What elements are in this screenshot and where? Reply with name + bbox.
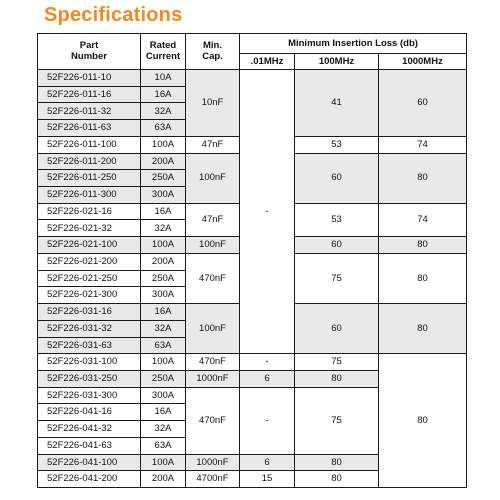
- part-number-cell: 52F226-011-63: [38, 120, 141, 137]
- loss-1000mhz-cell: 80: [379, 237, 467, 254]
- loss-100mhz-cell: 60: [295, 304, 379, 354]
- current-cell: 300A: [141, 387, 186, 404]
- part-number-cell: 52F226-031-100: [38, 354, 141, 371]
- cap-cell: 470nF: [186, 354, 240, 371]
- part-number-cell: 52F226-041-16: [38, 404, 141, 421]
- current-cell: 32A: [141, 320, 186, 337]
- page-title: Specifications: [44, 4, 183, 26]
- header-part-number: Part Number: [38, 34, 141, 70]
- loss-100mhz-cell: 60: [295, 237, 379, 254]
- loss-100mhz-cell: 75: [295, 354, 379, 371]
- current-cell: 100A: [141, 237, 186, 254]
- current-cell: 300A: [141, 187, 186, 204]
- cap-cell: 470nF: [186, 253, 240, 303]
- current-cell: 100A: [141, 454, 186, 471]
- header-rated-current: Rated Current: [141, 34, 186, 70]
- part-number-cell: 52F226-041-200: [38, 471, 141, 488]
- loss-1000mhz-cell: 60: [379, 70, 467, 137]
- part-number-cell: 52F226-021-16: [38, 203, 141, 220]
- part-number-cell: 52F226-041-100: [38, 454, 141, 471]
- current-cell: 200A: [141, 253, 186, 270]
- current-cell: 32A: [141, 421, 186, 438]
- part-number-cell: 52F226-021-100: [38, 237, 141, 254]
- cap-cell: 100nF: [186, 237, 240, 254]
- current-cell: 250A: [141, 170, 186, 187]
- current-cell: 16A: [141, 86, 186, 103]
- cap-cell: 47nF: [186, 203, 240, 236]
- part-number-cell: 52F226-011-300: [38, 187, 141, 204]
- loss-100mhz-cell: 75: [295, 387, 379, 454]
- loss-1000mhz-cell: 74: [379, 203, 467, 236]
- loss-001mhz-cell: -: [240, 354, 295, 371]
- specifications-table: [37, 33, 467, 488]
- current-cell: 250A: [141, 370, 186, 387]
- part-number-cell: 52F226-021-32: [38, 220, 141, 237]
- loss-100mhz-cell: 60: [295, 153, 379, 203]
- cap-cell: 100nF: [186, 304, 240, 354]
- part-number-cell: 52F226-031-63: [38, 337, 141, 354]
- cap-cell: 470nF: [186, 387, 240, 454]
- cap-cell: 10nF: [186, 70, 240, 137]
- part-number-cell: 52F226-021-300: [38, 287, 141, 304]
- loss-1000mhz-cell: 80: [379, 253, 467, 303]
- current-cell: 32A: [141, 220, 186, 237]
- loss-100mhz-cell: 41: [295, 70, 379, 137]
- cap-cell: 47nF: [186, 136, 240, 153]
- loss-100mhz-cell: 53: [295, 136, 379, 153]
- current-cell: 16A: [141, 404, 186, 421]
- header-insertion-loss: Minimum Insertion Loss (db): [240, 34, 467, 54]
- part-number-cell: 52F226-011-100: [38, 136, 141, 153]
- loss-100mhz-cell: 53: [295, 203, 379, 236]
- current-cell: 32A: [141, 103, 186, 120]
- loss-001mhz-cell: 6: [240, 454, 295, 471]
- current-cell: 100A: [141, 136, 186, 153]
- current-cell: 200A: [141, 153, 186, 170]
- part-number-cell: 52F226-011-32: [38, 103, 141, 120]
- header-freq-001mhz: .01MHz: [240, 54, 295, 70]
- part-number-cell: 52F226-031-300: [38, 387, 141, 404]
- loss-1000mhz-cell: 80: [379, 153, 467, 203]
- loss-001mhz-cell: 15: [240, 471, 295, 488]
- current-cell: 63A: [141, 437, 186, 454]
- cap-cell: 1000nF: [186, 454, 240, 471]
- cap-cell: 1000nF: [186, 370, 240, 387]
- current-cell: 200A: [141, 471, 186, 488]
- part-number-cell: 52F226-031-32: [38, 320, 141, 337]
- part-number-cell: 52F226-011-250: [38, 170, 141, 187]
- part-number-cell: 52F226-041-32: [38, 421, 141, 438]
- loss-100mhz-cell: 75: [295, 253, 379, 303]
- loss-100mhz-cell: 80: [295, 370, 379, 387]
- current-cell: 300A: [141, 287, 186, 304]
- part-number-cell: 52F226-041-63: [38, 437, 141, 454]
- loss-001mhz-cell: -: [240, 387, 295, 454]
- current-cell: 250A: [141, 270, 186, 287]
- header-freq-100mhz: 100MHz: [295, 54, 379, 70]
- part-number-cell: 52F226-031-16: [38, 304, 141, 321]
- current-cell: 63A: [141, 337, 186, 354]
- loss-1000mhz-cell: 80: [379, 304, 467, 354]
- cap-cell: 100nF: [186, 153, 240, 203]
- loss-100mhz-cell: 80: [295, 471, 379, 488]
- current-cell: 100A: [141, 354, 186, 371]
- part-number-cell: 52F226-021-200: [38, 253, 141, 270]
- loss-001mhz-cell: 6: [240, 370, 295, 387]
- loss-1000mhz-cell: 74: [379, 136, 467, 153]
- loss-001mhz-cell: -: [240, 70, 295, 354]
- part-number-cell: 52F226-031-250: [38, 370, 141, 387]
- current-cell: 16A: [141, 203, 186, 220]
- loss-1000mhz-cell: 80: [379, 354, 467, 488]
- part-number-cell: 52F226-011-16: [38, 86, 141, 103]
- header-freq-1000mhz: 1000MHz: [379, 54, 467, 70]
- header-min-cap: Min. Cap.: [186, 34, 240, 70]
- cap-cell: 4700nF: [186, 471, 240, 488]
- part-number-cell: 52F226-011-10: [38, 70, 141, 87]
- part-number-cell: 52F226-021-250: [38, 270, 141, 287]
- current-cell: 10A: [141, 70, 186, 87]
- part-number-cell: 52F226-011-200: [38, 153, 141, 170]
- loss-100mhz-cell: 80: [295, 454, 379, 471]
- current-cell: 16A: [141, 304, 186, 321]
- current-cell: 63A: [141, 120, 186, 137]
